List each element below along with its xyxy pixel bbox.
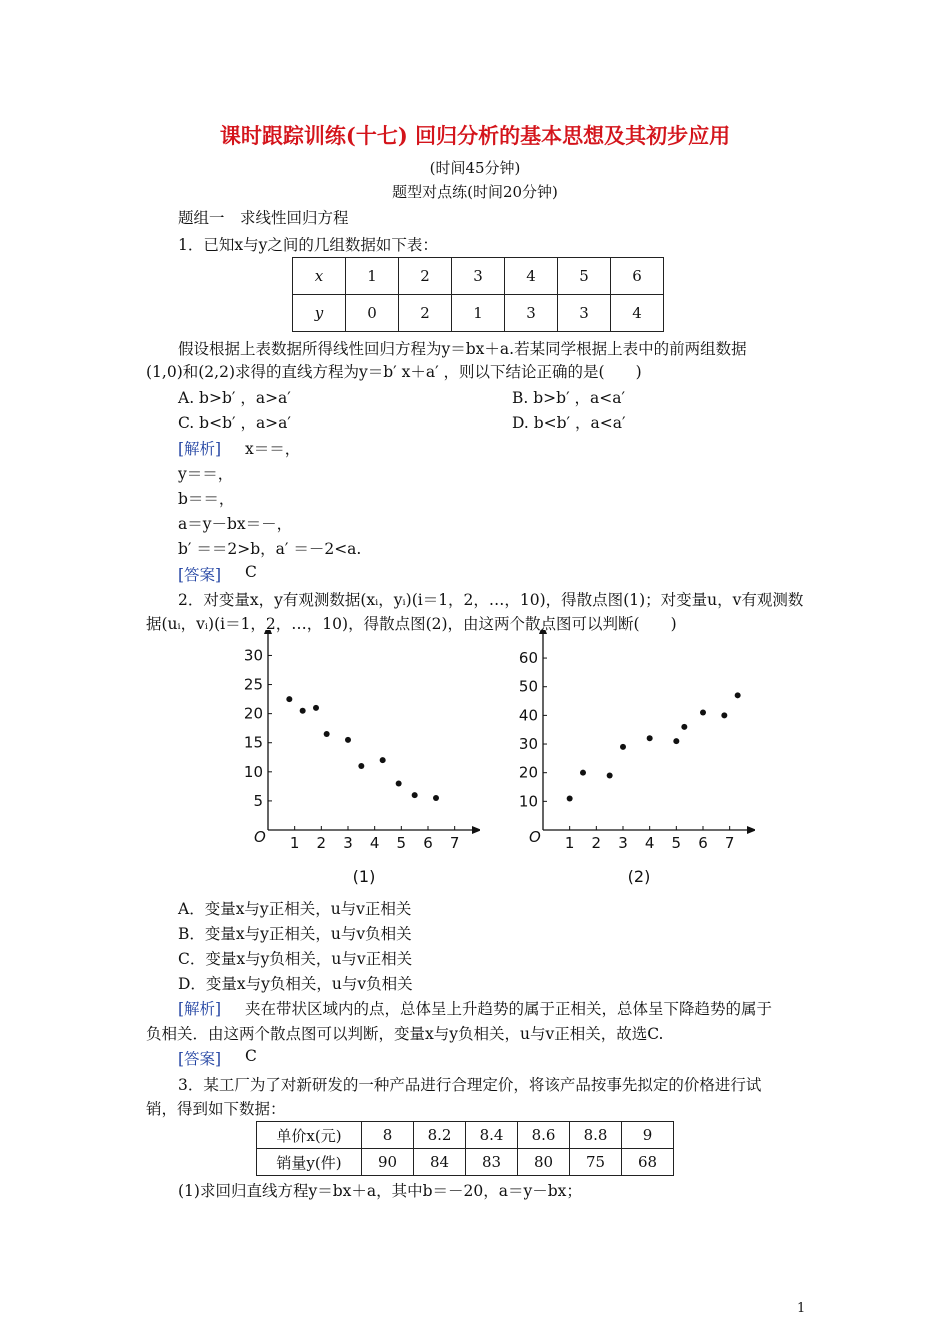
- table-cell: 0: [346, 295, 399, 332]
- table-header-cell: y: [293, 295, 346, 332]
- scatter-point: [324, 731, 330, 737]
- table-header-cell: 销量y(件): [257, 1149, 362, 1176]
- scatter-point: [567, 795, 573, 801]
- table-cell: 4: [505, 258, 558, 295]
- q1-analysis-line: b′ ＝＝2>b，a′ ＝－2<a.: [178, 540, 362, 558]
- q2-option-b: B．变量x与y正相关，u与v负相关: [178, 925, 412, 943]
- q1-analysis-tag: [解析]: [178, 440, 222, 458]
- q1-analysis-line: x＝＝，: [245, 440, 301, 458]
- y-tick-label: 25: [243, 675, 263, 694]
- q2-stem-line2: 据(uᵢ，vᵢ)(i＝1，2，…，10)，得散点图(2)，由这两个散点图可以判断( ): [146, 615, 677, 633]
- x-tick-label: 2: [316, 834, 327, 852]
- scatter-point: [721, 712, 727, 718]
- table-cell: 9: [622, 1122, 674, 1149]
- page-number: 1: [797, 1301, 806, 1316]
- q1-analysis-line: a＝y－bx＝－，: [178, 515, 293, 533]
- x-tick-label: 7: [724, 834, 735, 852]
- origin-label: O: [529, 828, 541, 846]
- q1-option-b: B. b>b′ ，a<a′: [512, 389, 626, 407]
- scatter-point: [700, 710, 706, 716]
- table-cell: 5: [558, 258, 611, 295]
- q1-table: [292, 257, 664, 332]
- x-axis-arrow: [747, 826, 755, 834]
- x-tick-label: 5: [671, 834, 682, 852]
- table-row: [257, 1122, 674, 1149]
- y-tick-label: 30: [518, 735, 538, 754]
- table-row: [293, 258, 664, 295]
- y-tick-label: 50: [518, 677, 538, 696]
- table-row: [257, 1149, 674, 1176]
- x-tick-label: 7: [449, 834, 460, 852]
- scatter-point: [313, 705, 319, 711]
- q1-option-a: A. b>b′ ，a>a′: [178, 389, 291, 407]
- q1-answer-tag: [答案]: [178, 566, 222, 584]
- page-title: 课时跟踪训练(十七) 回归分析的基本思想及其初步应用: [219, 123, 731, 148]
- q2-option-a: A．变量x与y正相关，u与v正相关: [178, 900, 412, 918]
- chart-caption: (2): [627, 867, 651, 886]
- y-tick-label: 10: [518, 792, 538, 811]
- x-tick-label: 1: [564, 834, 575, 852]
- table-cell: 2: [399, 295, 452, 332]
- scatter-point: [620, 744, 626, 750]
- x-tick-label: 2: [591, 834, 602, 852]
- y-tick-label: 20: [518, 763, 538, 782]
- q1-stem: 1．已知x与y之间的几组数据如下表：: [178, 236, 438, 254]
- scatter-point: [345, 737, 351, 743]
- q2-answer: C: [245, 1047, 257, 1065]
- table-header-cell: x: [293, 258, 346, 295]
- scatter-point: [607, 773, 613, 779]
- table-row: [293, 295, 664, 332]
- q2-analysis-tag: [解析]: [178, 1000, 222, 1018]
- table-cell: 1: [346, 258, 399, 295]
- y-tick-label: 10: [243, 762, 263, 781]
- q3-stem-line1: 3．某工厂为了对新研发的一种产品进行合理定价，将该产品按事先拟定的价格进行试: [178, 1076, 762, 1094]
- y-tick-label: 20: [243, 704, 263, 723]
- y-tick-label: 15: [243, 733, 263, 752]
- scatter-plot-1: [230, 630, 480, 890]
- y-axis-arrow: [539, 630, 547, 634]
- scatter-point: [433, 795, 439, 801]
- chart-caption: (1): [352, 867, 376, 886]
- x-tick-label: 4: [369, 834, 380, 852]
- scatter-point: [580, 770, 586, 776]
- scatter-point: [380, 757, 386, 763]
- table-cell: 8.4: [466, 1122, 518, 1149]
- table-cell: 75: [570, 1149, 622, 1176]
- scatter-point: [647, 735, 653, 741]
- q1-answer: C: [245, 563, 257, 581]
- x-axis-arrow: [472, 826, 480, 834]
- q1-option-d: D. b<b′ ，a<a′: [512, 414, 626, 432]
- table-header-cell: 单价x(元): [257, 1122, 362, 1149]
- scatter-point: [673, 738, 679, 744]
- q3-table: [256, 1121, 674, 1176]
- y-tick-label: 5: [253, 791, 263, 810]
- scatter-point: [681, 724, 687, 730]
- q3-sub1: (1)求回归直线方程y＝bx＋a，其中b＝－20，a＝y－bx；: [178, 1182, 582, 1200]
- q2-analysis-line2: 负相关．由这两个散点图可以判断，变量x与y负相关，u与v正相关，故选C.: [146, 1025, 664, 1043]
- y-tick-label: 60: [518, 649, 538, 668]
- scatter-point: [412, 792, 418, 798]
- x-tick-label: 3: [343, 834, 353, 852]
- table-cell: 2: [399, 258, 452, 295]
- origin-label: O: [254, 828, 266, 846]
- table-cell: 8.8: [570, 1122, 622, 1149]
- table-cell: 84: [414, 1149, 466, 1176]
- table-cell: 8.6: [518, 1122, 570, 1149]
- table-cell: 90: [362, 1149, 414, 1176]
- x-tick-label: 3: [618, 834, 628, 852]
- q2-option-c: C．变量x与y负相关，u与v正相关: [178, 950, 413, 968]
- x-tick-label: 4: [644, 834, 655, 852]
- table-cell: 8.2: [414, 1122, 466, 1149]
- scatter-point: [396, 780, 402, 786]
- x-tick-label: 6: [698, 834, 708, 852]
- scatter-point: [735, 692, 741, 698]
- time-total: (时间45分钟): [429, 159, 521, 177]
- q1-option-c: C. b<b′ ，a>a′: [178, 414, 291, 432]
- table-cell: 4: [611, 295, 664, 332]
- q2-stem-line1: 2．对变量x，y有观测数据(xᵢ，yᵢ)(i＝1，2，…，10)，得散点图(1)；对变量u，v有观测数: [178, 591, 804, 609]
- scatter-plot-2: [505, 630, 755, 890]
- table-cell: 83: [466, 1149, 518, 1176]
- table-cell: 1: [452, 295, 505, 332]
- y-tick-label: 40: [518, 706, 538, 725]
- section-heading: 题型对点练(时间20分钟): [392, 183, 558, 201]
- y-axis-arrow: [264, 630, 272, 634]
- table-cell: 3: [452, 258, 505, 295]
- q1-analysis-line: y＝＝，: [178, 465, 234, 483]
- q2-answer-tag: [答案]: [178, 1050, 222, 1068]
- x-tick-label: 1: [289, 834, 300, 852]
- table-cell: 3: [558, 295, 611, 332]
- x-tick-label: 6: [423, 834, 433, 852]
- scatter-point: [300, 708, 306, 714]
- group-heading: 题组一 求线性回归方程: [178, 209, 349, 227]
- table-cell: 80: [518, 1149, 570, 1176]
- y-tick-label: 30: [243, 646, 263, 665]
- table-cell: 8: [362, 1122, 414, 1149]
- q2-option-d: D．变量x与y负相关，u与v负相关: [178, 975, 413, 993]
- table-cell: 68: [622, 1149, 674, 1176]
- scatter-point: [286, 696, 292, 702]
- x-tick-label: 5: [396, 834, 407, 852]
- scatter-point: [358, 763, 364, 769]
- table-cell: 3: [505, 295, 558, 332]
- table-cell: 6: [611, 258, 664, 295]
- q2-analysis-line1: 夹在带状区域内的点，总体呈上升趋势的属于正相关，总体呈下降趋势的属于: [245, 1000, 773, 1018]
- q3-stem-line2: 销，得到如下数据：: [146, 1100, 286, 1118]
- q1-text-line2: (1,0)和(2,2)求得的直线方程为y＝b′ x＋a′ ，则以下结论正确的是( ): [146, 363, 642, 381]
- q1-text-line1: 假设根据上表数据所得线性回归方程为y＝bx＋a.若某同学根据上表中的前两组数据: [178, 340, 747, 358]
- q1-analysis-line: b＝＝，: [178, 490, 235, 508]
